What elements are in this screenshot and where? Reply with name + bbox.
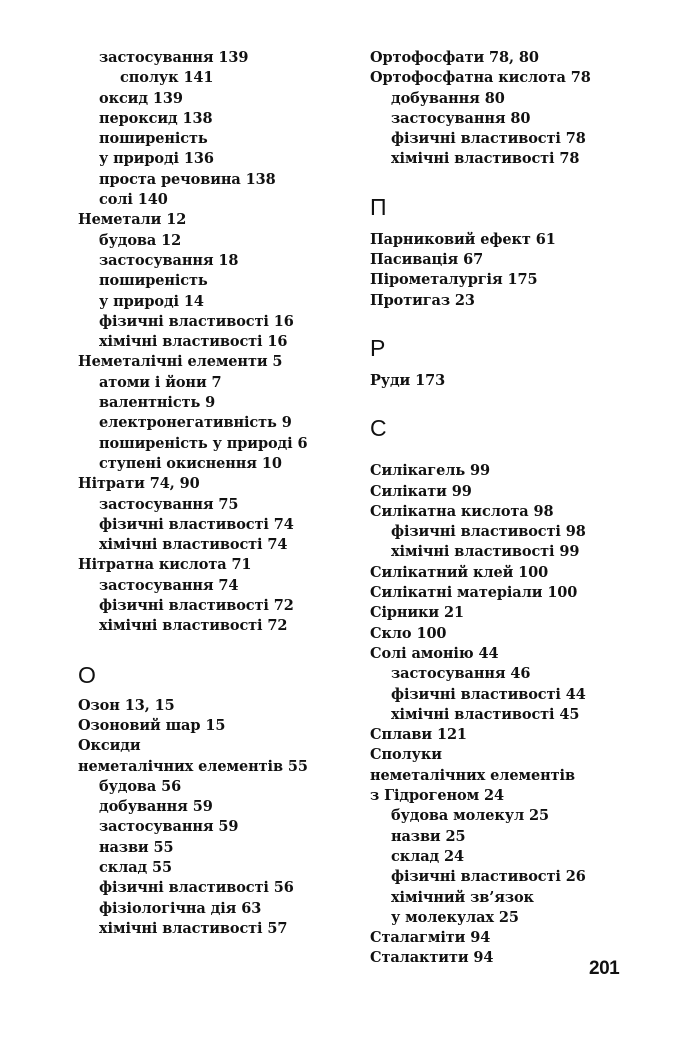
index-block (370, 230, 660, 311)
index-subentry: застосування 75 (99, 495, 239, 513)
index-subentry: хімічні властивості 16 (99, 333, 288, 351)
index-subentry: хімічні властивості 45 (391, 705, 580, 723)
index-block (370, 461, 660, 968)
index-subentry: застосування 74 (99, 576, 239, 594)
index-subentry: застосування 46 (391, 665, 531, 683)
index-subentry: будова 12 (99, 231, 182, 249)
index-subentry: будова молекул 25 (391, 807, 550, 825)
index-entry: Неметали 12 (78, 211, 187, 229)
index-subentry: хімічні властивості 57 (99, 919, 288, 937)
index-entry: Озон 13, 15 (78, 696, 175, 714)
index-subentry: склад 55 (99, 858, 173, 876)
index-subentry: хімічний зв’язок (391, 888, 534, 906)
index-subentry: фізіологічна дія 63 (99, 899, 262, 917)
index-subentry: будова 56 (99, 777, 182, 795)
index-subentry: застосування 80 (391, 109, 531, 127)
index-subentry: у природі 136 (99, 150, 214, 168)
index-subentry: застосування 18 (99, 251, 239, 269)
index-entry: Нітрати 74, 90 (78, 475, 200, 493)
index-subentry: фізичні властивості 26 (391, 868, 586, 886)
index-entry: Пірометалургія 175 (370, 271, 538, 289)
index-subentry: склад 24 (391, 847, 465, 865)
index-subentry: проста речовина 138 (99, 170, 276, 188)
index-subentry: у молекулах 25 (391, 908, 519, 926)
index-subentry: солі 140 (99, 191, 168, 209)
index-subentry: застосування 139 (99, 49, 249, 66)
index-entry: з Гідрогеном 24 (370, 787, 505, 805)
index-block (370, 371, 660, 391)
index-subentry: застосування 59 (99, 818, 239, 836)
index-subentry: хімічні властивості 74 (99, 536, 288, 554)
index-column-right (370, 48, 660, 969)
index-entry: Протигаз 23 (370, 291, 475, 309)
section-letter-p: П (370, 193, 387, 220)
index-subentry: добування 80 (391, 89, 505, 107)
index-subentry: пероксид 138 (99, 109, 213, 127)
index-entry: Силікати 99 (370, 482, 472, 500)
index-entry: Парниковий ефект 61 (370, 230, 556, 248)
index-block (370, 48, 660, 170)
index-subentry: фізичні властивості 16 (99, 312, 294, 330)
index-entry: Силікатна кислота 98 (370, 502, 554, 520)
page-number: 201 (589, 958, 620, 979)
index-subentry: назви 25 (391, 827, 466, 845)
index-subentry: назви 55 (99, 838, 174, 856)
section-letter-s: С (370, 415, 387, 442)
index-entry: Сплави 121 (370, 726, 467, 744)
index-entry: Ортофосфатна кислота 78 (370, 69, 591, 87)
index-subentry: електронегативність 9 (99, 414, 292, 432)
index-subentry: поширеність (99, 272, 208, 290)
index-subentry: ступені окиснення 10 (99, 454, 282, 472)
index-subentry: валентність 9 (99, 394, 216, 412)
index-entry: Силікагель 99 (370, 462, 490, 480)
index-subentry: атоми і йони 7 (99, 373, 222, 391)
section-letter-r: Р (370, 334, 386, 361)
index-subentry: фізичні властивості 78 (391, 130, 586, 148)
index-subentry: фізичні властивості 98 (391, 523, 586, 541)
index-entry: Сталагміти 94 (370, 929, 491, 947)
index-entry: Сталактити 94 (370, 949, 494, 967)
index-entry: Нітратна кислота 71 (78, 556, 252, 574)
index-subentry: добування 59 (99, 798, 213, 816)
index-subentry: фізичні властивості 72 (99, 597, 294, 615)
index-entry: Озоновий шар 15 (78, 716, 226, 734)
index-entry: Ортофосфати 78, 80 (370, 49, 539, 66)
index-entry: Силікатні матеріали 100 (370, 584, 578, 602)
index-subentry: сполук 141 (120, 69, 214, 87)
index-entry: Сполуки (370, 746, 442, 764)
index-subentry: хімічні властивості 78 (391, 150, 580, 168)
index-block (78, 48, 358, 637)
index-entry: Пасивація 67 (370, 251, 484, 269)
index-subentry: поширеність у природі 6 (99, 434, 308, 452)
index-entry: Неметалічні елементи 5 (78, 353, 283, 371)
index-subentry: поширеність (99, 130, 208, 148)
index-entry: Оксиди (78, 737, 141, 755)
index-subentry: фізичні властивості 56 (99, 879, 294, 897)
index-entry: Сірники 21 (370, 604, 465, 622)
index-entry: Руди 173 (370, 371, 446, 389)
index-entry: Скло 100 (370, 624, 447, 642)
index-entry: неметалічних елементів 55 (78, 757, 308, 775)
index-block (78, 696, 358, 940)
index-subentry: хімічні властивості 99 (391, 543, 580, 561)
index-subentry: хімічні властивості 72 (99, 617, 288, 635)
section-letter-o: О (78, 661, 96, 688)
index-entry: Солі амонію 44 (370, 644, 499, 662)
index-subentry: фізичні властивості 74 (99, 515, 294, 533)
index-column-left (78, 48, 358, 939)
index-subentry: оксид 139 (99, 89, 183, 107)
index-subentry: у природі 14 (99, 292, 204, 310)
index-subentry: фізичні властивості 44 (391, 685, 586, 703)
index-entry: неметалічних елементів (370, 766, 575, 784)
index-entry: Силікатний клей 100 (370, 563, 549, 581)
